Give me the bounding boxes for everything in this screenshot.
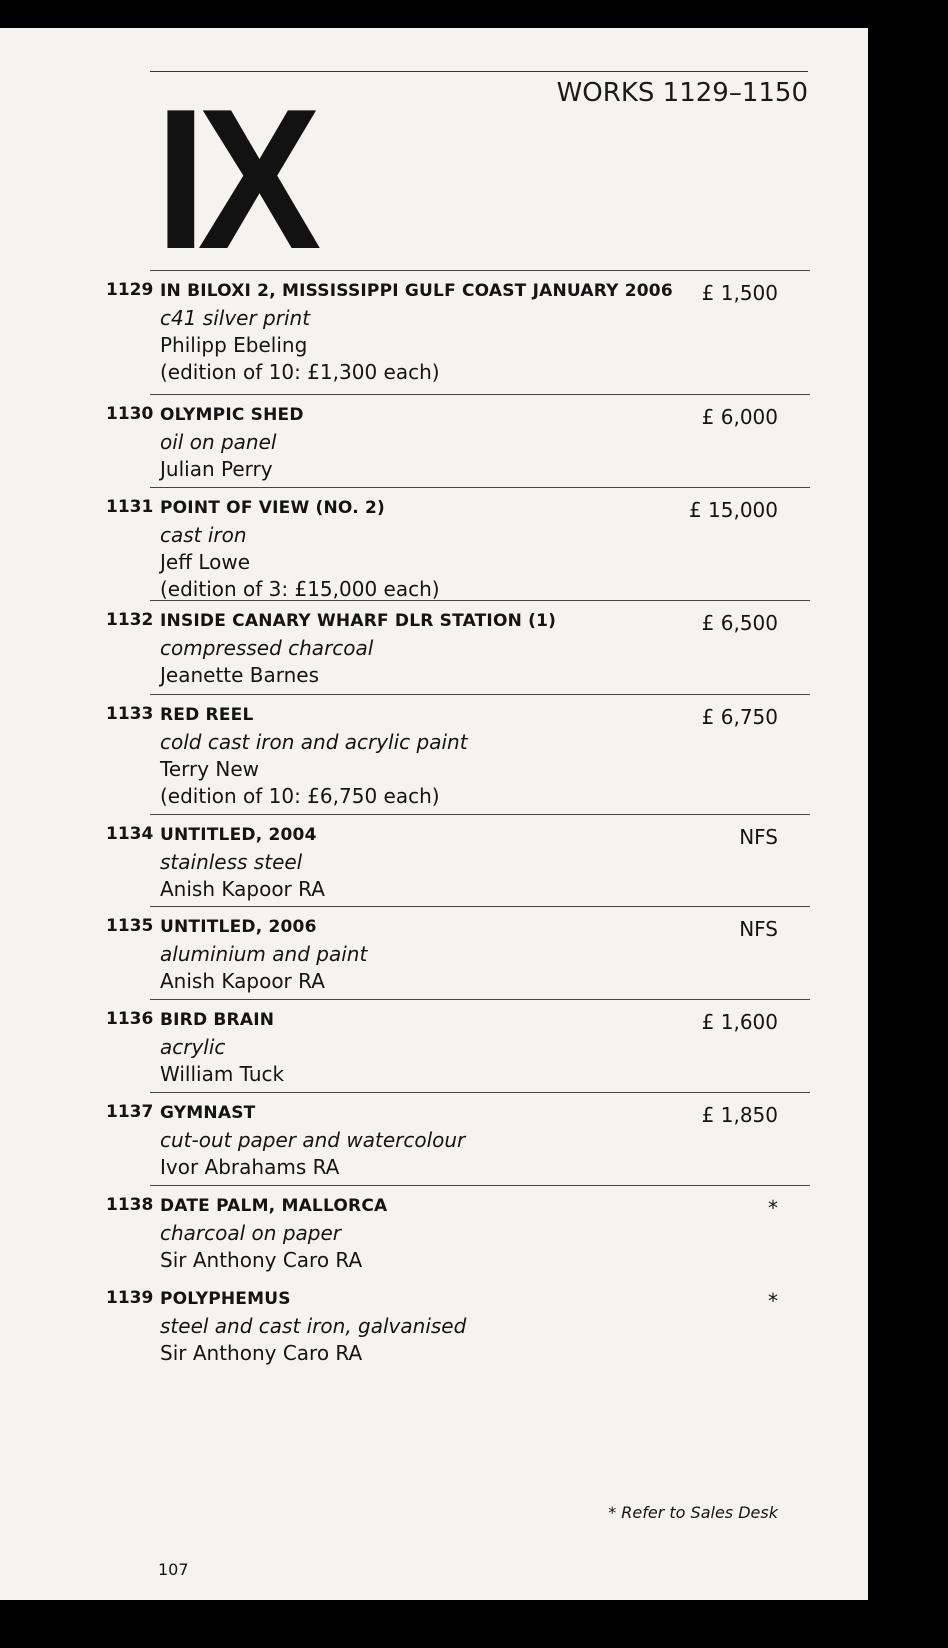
entry-price: £ 1,850 [701,1103,778,1127]
entry-title: POLYPHEMUS [160,1289,291,1309]
entry-divider [150,270,810,271]
entry-divider [150,1092,810,1093]
entry-divider [150,1185,810,1186]
entry-title: INSIDE CANARY WHARF DLR STATION (1) [160,611,557,631]
entry-divider [150,487,810,488]
entry-edition: (edition of 3: £15,000 each) [160,577,440,601]
entry-artist: William Tuck [160,1062,285,1086]
entry-medium: acrylic [160,1035,226,1059]
entry-price: NFS [739,917,778,941]
entry-price: * [768,1289,778,1313]
entry-title: IN BILOXI 2, MISSISSIPPI GULF COAST JANUARY 2006 [160,281,673,301]
entry-edition: (edition of 10: £6,750 each) [160,784,440,808]
entry-medium: oil on panel [160,430,277,454]
entry-artist: Julian Perry [160,457,273,481]
page-number: 107 [158,1560,189,1579]
entry-title: BIRD BRAIN [160,1010,275,1030]
works-range-title: WORKS 1129–1150 [556,78,808,108]
entry-medium: stainless steel [160,850,303,874]
entry-price: £ 6,500 [701,611,778,635]
entry-edition: (edition of 10: £1,300 each) [160,360,440,384]
entry-title: UNTITLED, 2006 [160,917,317,937]
entry-artist: Terry New [160,757,260,781]
entry-divider [150,600,810,601]
entry-title: OLYMPIC SHED [160,405,304,425]
entry-artist: Anish Kapoor RA [160,877,325,901]
footnote: * Refer to Sales Desk [608,1503,778,1522]
entry-number: 1135 [106,916,154,936]
entry-medium: aluminium and paint [160,942,368,966]
entry-number: 1132 [106,610,154,630]
entry-artist: Sir Anthony Caro RA [160,1341,363,1365]
entry-number: 1137 [106,1102,154,1122]
section-numeral: IX [155,68,313,291]
entry-artist: Jeanette Barnes [160,663,320,687]
entry-artist: Jeff Lowe [160,550,251,574]
entry-title: DATE PALM, MALLORCA [160,1196,388,1216]
entry-price: £ 6,750 [701,705,778,729]
entry-number: 1133 [106,704,154,724]
entry-price: NFS [739,825,778,849]
entry-medium: cast iron [160,523,247,547]
entry-artist: Sir Anthony Caro RA [160,1248,363,1272]
entry-divider [150,999,810,1000]
entry-medium: cut-out paper and watercolour [160,1128,466,1152]
catalogue-page [0,28,868,1600]
entry-number: 1139 [106,1288,154,1308]
entry-artist: Anish Kapoor RA [160,969,325,993]
entry-number: 1134 [106,824,154,844]
entry-price: £ 1,500 [701,281,778,305]
entry-price: * [768,1196,778,1220]
entry-number: 1136 [106,1009,154,1029]
entry-title: POINT OF VIEW (NO. 2) [160,498,385,518]
entry-medium: steel and cast iron, galvanised [160,1314,467,1338]
entry-number: 1130 [106,404,154,424]
entry-artist: Ivor Abrahams RA [160,1155,340,1179]
entry-title: UNTITLED, 2004 [160,825,317,845]
entry-price: £ 15,000 [688,498,778,522]
entry-price: £ 6,000 [701,405,778,429]
entry-artist: Philipp Ebeling [160,333,308,357]
entry-divider [150,814,810,815]
entry-divider [150,694,810,695]
entry-title: RED REEL [160,705,254,725]
entry-price: £ 1,600 [701,1010,778,1034]
entry-divider [150,906,810,907]
entry-number: 1129 [106,280,154,300]
entry-number: 1138 [106,1195,154,1215]
entry-medium: compressed charcoal [160,636,374,660]
entry-medium: cold cast iron and acrylic paint [160,730,468,754]
entry-medium: charcoal on paper [160,1221,341,1245]
entry-medium: c41 silver print [160,306,311,330]
entry-divider [150,394,810,395]
entry-number: 1131 [106,497,154,517]
entry-title: GYMNAST [160,1103,256,1123]
